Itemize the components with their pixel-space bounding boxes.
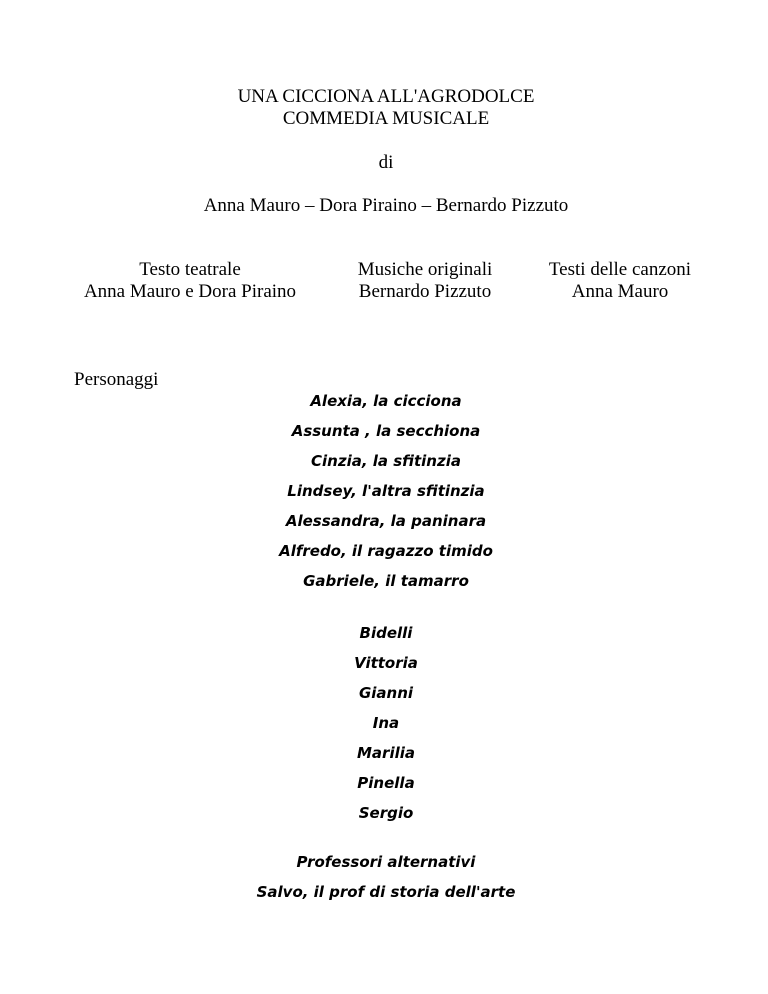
credit-musiche-originali	[330, 259, 520, 303]
character-salvo: Salvo, il prof di storia dell'arte	[256, 883, 516, 901]
character-alexia: Alexia, la cicciona	[310, 392, 462, 410]
credit-role: Testo teatrale	[139, 259, 241, 280]
play-title: UNA CICCIONA ALL'AGRODOLCE	[237, 86, 535, 107]
character-cinzia: Cinzia, la sfitinzia	[311, 452, 461, 470]
character-pinella: Pinella	[357, 774, 415, 792]
character-alessandra: Alessandra, la paninara	[285, 512, 487, 530]
character-gabriele: Gabriele, il tamarro	[303, 572, 469, 590]
character-sergio: Sergio	[358, 804, 414, 822]
character-vittoria: Vittoria	[354, 654, 418, 672]
credit-names: Anna Mauro	[571, 281, 669, 302]
credit-names: Anna Mauro e Dora Piraino	[83, 281, 297, 302]
credit-role: Musiche originali	[357, 259, 493, 280]
professori-heading: Professori alternativi	[296, 853, 476, 871]
character-assunta: Assunta , la secchiona	[291, 422, 481, 440]
credit-testi-canzoni	[520, 259, 720, 303]
title-block	[0, 86, 768, 130]
character-gianni: Gianni	[358, 684, 414, 702]
character-ina: Ina	[372, 714, 400, 732]
personaggi-heading: Personaggi	[74, 369, 159, 390]
character-marilia: Marilia	[357, 744, 415, 762]
bidelli-heading: Bidelli	[359, 624, 413, 642]
character-alfredo: Alfredo, il ragazzo timido	[279, 542, 493, 560]
bidelli-list	[0, 618, 768, 828]
authors-line: Anna Mauro – Dora Piraino – Bernardo Pizzuto	[203, 195, 569, 216]
play-subtitle: COMMEDIA MUSICALE	[282, 108, 490, 129]
credit-names: Bernardo Pizzuto	[358, 281, 492, 302]
character-lindsey: Lindsey, l'altra sfitinzia	[287, 482, 485, 500]
by-label: di	[378, 152, 394, 173]
professori-list	[0, 847, 768, 907]
credit-role: Testi delle canzoni	[548, 259, 692, 280]
credit-testo-teatrale	[60, 259, 320, 303]
students-list	[0, 386, 768, 596]
